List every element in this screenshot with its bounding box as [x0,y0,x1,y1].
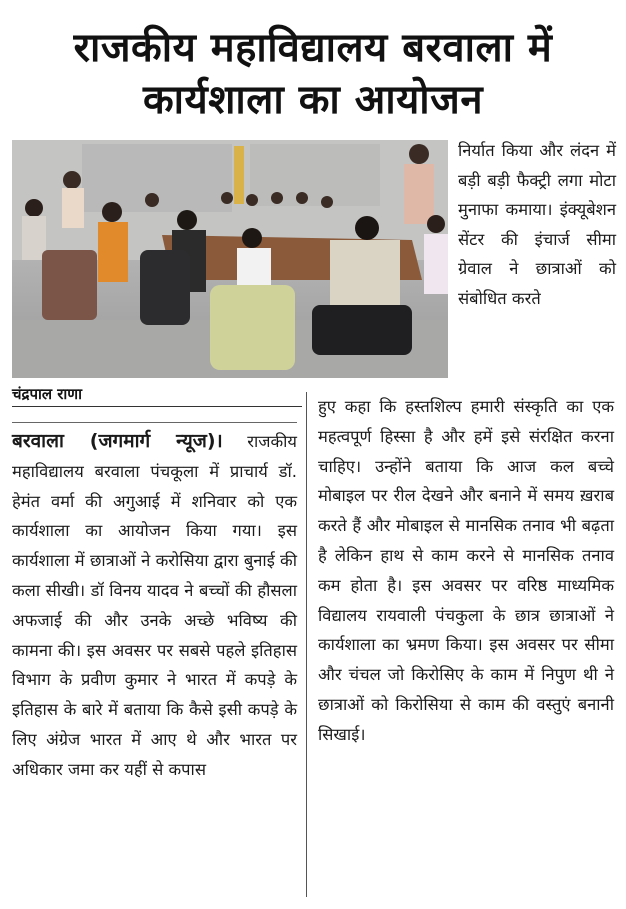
article-paragraph [12,427,297,785]
headline-line-2: कार्यशाला का आयोजन [142,77,484,123]
classroom-photo-illustration [12,140,448,378]
workshop-photo [12,140,448,378]
byline: चंद्रपाल राणा [12,384,302,407]
article-paragraph: हुए कहा कि हस्तशिल्प हमारी संस्कृति का एक महत्वपूर्ण हिस्सा है और हमें इसे संरक्षित करना चाहिए। उन्होंने बताया कि आज कल बच्चे मोबाइल पर रील देखने और बनाने में समय ख़राब करते हैं और मोबाइल से मानसिक तनाव भी बढ़ता है लेकिन हाथ से काम करने से मानसिक तनाव कम होता है। इस अवसर पर वरिष्ठ माध्यमिक विद्यालय रायवाली पंचकुला के छात्र छात्राओं ने कार्यशाला का भ्रमण किया। इस अवसर पर सीमा और चंचल जो किरोसिए के काम में निपुण थी ने छात्राओं को किरोसिया से काम की वस्तुएं बनानी सिखाई। [318,397,614,744]
dateline: बरवाला (जगमार्ग न्यूज)। [12,430,223,452]
headline-line-1: राजकीय महाविद्यालय बरवाला में [73,25,553,71]
article-paragraph: निर्यात किया और लंदन में बड़ी बड़ी फैक्ट्री लगा मोटा मुनाफा कमाया। इंक्यूबेशन सेंटर की इंचार्ज सीमा ग्रेवाल ने छात्राओं को संबोधित करते [458,141,616,308]
article-body-left: राजकीय महाविद्यालय बरवाला पंचकूला में प्राचार्य डॉ. हेमंत वर्मा की अगुआई में शनिवार को एक कार्यशाला का आयोजन किया गया। इस कार्यशाला में छात्राओं ने करोसिया द्वारा बुनाई की कला सीखी। डॉ विनय यादव ने बच्चों की हौसला अफजाई की और उनके अच्छे भविष्य की कामना की। इस अवसर पर सबसे पहले इतिहास विभाग के प्रवीण कुमार ने भारत में कपड़े के इतिहास के बारे में बताया कि कैसे इसी कपड़े के लिए अंग्रेज भारत में आए थे और भारत पर अधिकार जमा कर यहीं से कपास [12,432,297,779]
article-column-right [318,392,614,750]
column-divider [306,392,307,897]
article-column-left [12,422,297,785]
headline [0,22,626,126]
article-column-right-top [458,136,616,313]
